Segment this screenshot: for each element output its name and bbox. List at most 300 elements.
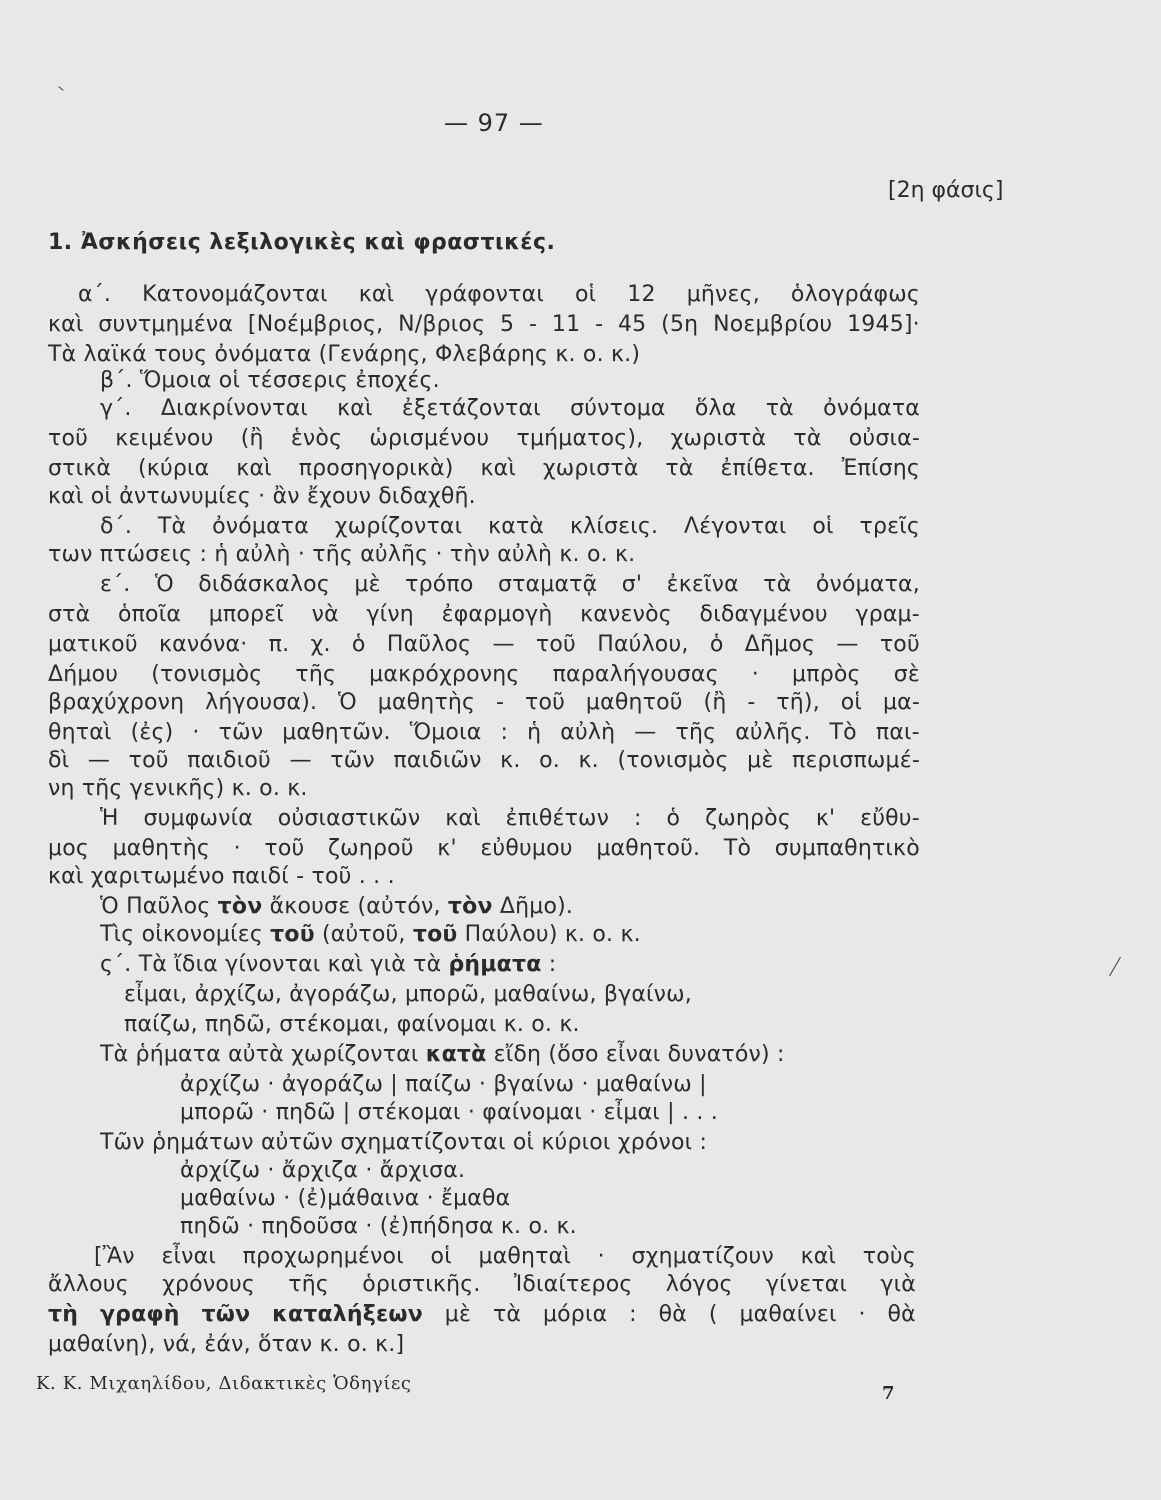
word: 5 [499,312,515,337]
text-line [100,570,920,600]
word: παραλήγουσας [552,662,719,687]
word: χαριτωμένο [90,864,225,889]
word: 45 [617,312,647,337]
word: ῥημάτων [151,1130,254,1155]
word: τρεῖς [859,514,920,539]
word: θὰ [658,1302,687,1327]
text-line [100,366,440,396]
word: | [390,1072,398,1097]
word: πτώσεις [99,542,193,567]
word: Τὶς [100,922,135,947]
word: εἶναι [161,1244,217,1269]
word: τοῦ [128,748,169,773]
word: | [342,1100,351,1125]
word: μος [48,836,89,861]
word: σύντομα [570,396,666,421]
word: τῆς [288,1272,329,1297]
word: (τονισμὸς [151,662,263,687]
word: ἀντωνυμίες [119,484,251,509]
word: τῆς [675,720,717,745]
word: θηταὶ [48,720,112,745]
scan-mark [58,86,63,91]
word: ὁριστικῆς. [362,1272,481,1297]
word: κύριοι [541,1130,611,1155]
word: καταλήξεων [272,1302,423,1327]
word: λόγος [665,1272,733,1297]
word: Λέγονται [684,514,787,539]
word: κατὰ [488,514,545,539]
word: οἱ [430,1244,452,1269]
word: των [48,542,93,567]
word: ζωηρὸς [705,806,791,831]
text-line [48,1270,916,1300]
word: αὐλὴ [497,542,553,567]
scan-mark [1109,957,1121,977]
word: ἡ [527,720,542,745]
word: κ' [815,806,836,831]
word: (ἐ)πήδησα [379,1214,494,1239]
word: ἐπίθετα. [720,456,815,481]
word: εἶμαι, [124,982,188,1007]
text-line [100,950,556,980]
word: : [629,1302,637,1327]
text-line [100,394,920,424]
text-line [100,892,573,922]
word: κ. [231,776,252,801]
word: Ὁ [154,572,174,597]
word: Τὸ [829,720,857,745]
word: οἱ [574,282,597,307]
word: [Ἂν [94,1244,135,1269]
word: ἐποχές. [355,368,440,393]
word: ἑνὸς [290,426,343,451]
word: Δῆμος [744,632,816,657]
text-line [48,540,635,570]
word: Τὰ [138,952,168,977]
word: Ἐπίσης [841,456,920,481]
word: τοῦ [412,922,458,947]
word: π. [268,632,290,657]
word: ο. [531,1012,553,1037]
word: κειμένου [115,426,214,451]
word: οἰκονομίες [141,922,263,947]
word: Νοεμβρίου [713,312,833,337]
word: γενικῆς) [129,776,225,801]
word: Παύλου) [464,922,558,947]
word: κ.] [375,1332,405,1357]
word: τῆς [295,662,337,687]
text-line [180,1070,707,1100]
word: Κατονομάζονται [142,282,328,307]
word: ὁ [666,806,681,831]
word: — [634,720,657,745]
word: παιδιῶν [393,748,482,773]
text-line [180,1212,577,1242]
word: β΄. [100,368,133,393]
word: λήγουσα). [205,690,318,715]
word: χωρίζονται [291,1042,419,1067]
text-line [48,630,920,660]
word: τὰ [665,456,694,481]
word: μαθητῶν. [282,720,391,745]
word: ματικοῦ [48,632,138,657]
word: τῆ), [776,690,820,715]
word: γ΄. [100,396,132,421]
word: οὐσια- [848,426,920,451]
word: κ. [578,748,599,773]
word: ὀνόματα [212,514,309,539]
word: οὐσιαστικῶν [277,806,421,831]
word: δ΄. [100,514,133,539]
word: οἱ [812,514,834,539]
word: μπρὸς [792,662,861,687]
text-line [180,1184,510,1214]
text-line [48,774,308,804]
word: βραχύχρονη [48,690,185,715]
word: ο. [528,1214,550,1239]
word: καὶ [445,806,481,831]
word: διδάσκαλος [198,572,330,597]
word: α΄. [78,282,112,307]
word: ο. [259,776,281,801]
word: - [528,312,538,337]
word: · [858,1302,866,1327]
word: γίνη [366,602,414,627]
word: κ' [437,836,457,861]
word: στὰ [48,602,91,627]
word: · [751,662,759,687]
word: φαίνομαι [482,1100,583,1125]
word: Παύλου, [597,632,689,657]
word: κ. [620,922,641,947]
word: · [426,1186,434,1211]
word: ο. [539,748,560,773]
text-line [48,454,920,484]
word: ὁ [709,632,724,657]
word: ἐπιθέτων [505,806,610,831]
text-line [100,920,641,950]
word: τοῦ [270,922,315,947]
word: ἐφαρμογὴ [441,602,553,627]
word: καὶ [48,312,84,337]
word: παιδιοῦ [187,748,271,773]
word: ο. [582,342,604,367]
word: ὡρισμένου [369,426,490,451]
word: τὸν [447,894,493,919]
word: τοῦ [879,632,920,657]
word: - [747,690,756,715]
text-line [124,980,692,1010]
word: . [373,864,381,889]
word: σὲ [893,662,920,687]
word: γίνεται [765,1272,848,1297]
word: τὰ [765,396,794,421]
word: ζωηροῦ [328,836,414,861]
word: κ. [556,1214,577,1239]
word: τῆς [312,542,353,567]
word: ῥήματα [135,1042,221,1067]
text-line [100,1128,707,1158]
word: μαθηταὶ [478,1244,571,1269]
word: Ἰδιαίτερος [513,1272,633,1297]
word: : [199,542,208,567]
word: στέκομαι [357,1100,461,1125]
word: ς΄. [100,952,132,977]
word: κανόνα· [159,632,248,657]
word: (αὐτόν, [357,894,441,919]
text-line [48,718,920,748]
word: εἶμαι [603,1100,660,1125]
word: (ἐ)μάθαινα [297,1186,420,1211]
word: · [467,1100,476,1125]
word: αὐτὰ [228,1042,284,1067]
word: . [387,864,395,889]
word: · [267,1158,275,1183]
word: εἶναι [605,1042,661,1067]
text-line [124,1010,580,1040]
word: καὶ [48,864,84,889]
word: βγαίνω [493,1072,575,1097]
text-line [100,804,920,834]
word: σ' [621,572,643,597]
word: νη [48,776,75,801]
word: τῆς [81,776,123,801]
word: εἴδη [493,1042,542,1067]
word: ἐξετάζονται [401,396,541,421]
word: Ὅμοια [409,720,482,745]
word: κ. [559,542,580,567]
word: μαθαίνω [180,1186,277,1211]
text-line [94,1242,916,1272]
word: Παῦλος [386,632,472,657]
word: μαθητοῦ. [596,836,701,861]
word: τοῦ [525,690,566,715]
word: · [365,1214,373,1239]
word: ὁ [351,632,366,657]
word: προσηγορικὰ) [298,456,454,481]
word: τοῦ [535,632,576,657]
text-line [48,1300,916,1330]
text-line [48,310,920,340]
text-line [48,482,476,512]
text-line [100,1040,785,1070]
text-line [48,1330,404,1360]
word: χ. [310,632,331,657]
word: Ὁ [100,894,119,919]
word: - [296,864,305,889]
word: οἱ [512,1130,535,1155]
word: - [595,312,604,337]
phase-label: [2η φάσις] [888,178,1004,203]
word: κατὰ [425,1042,487,1067]
word: αὐλῆς [360,542,429,567]
word: — [87,748,111,773]
word: τὴν [449,542,490,567]
word: τῶν [201,1302,251,1327]
word: εὔθυ- [860,806,920,831]
page-number: — 97 — [444,109,544,137]
word: Τῶν [100,1130,145,1155]
word: τέσσερις [247,368,349,393]
word: Ν/βριος [398,312,486,337]
word: ἀρχίζω [180,1158,261,1183]
word: μόρια [542,1302,608,1327]
word: . [358,864,366,889]
word: κ.) [610,342,641,367]
footer-citation: Κ. Κ. Μιχαηλίδου, Διδακτικὲς Ὁδηγίες [36,1373,412,1394]
word: μπορεῖ [208,602,284,627]
word: Τὰ [100,1042,129,1067]
word: δὶ [48,748,70,773]
word: προχωρημένοι [242,1244,404,1269]
word: Δήμου [48,662,119,687]
word: ἀρχίζω [180,1072,261,1097]
word: ο. [347,1332,368,1357]
word: · [589,1100,597,1125]
word: (αὐτοῦ, [321,922,406,947]
word: . [710,1100,718,1125]
word: περισπωμέ- [792,748,920,773]
word: · [233,836,241,861]
word: χρόνους [162,1272,256,1297]
word: μαθητοῦ [585,690,683,715]
word: | [699,1072,707,1097]
word: μαθαίνω, [493,982,597,1007]
word: καὶ [48,484,84,509]
word: — [492,632,515,657]
text-line [100,512,920,542]
word: τρόπο [405,572,474,597]
word: ἴδια [174,952,218,977]
word: σταματᾷ [497,572,598,597]
word: ἔχουν [306,484,372,509]
word: αὐλὴ [235,542,291,567]
word: — [289,748,312,773]
word: καὶ [480,456,516,481]
word: τὸν [217,894,263,919]
text-line [180,1098,718,1128]
word: τους [154,342,208,367]
word: Φλεβάρης [434,342,549,367]
word: μπορῶ, [404,982,487,1007]
word: τὰ [413,952,442,977]
word: καὶ [358,282,395,307]
word: Διακρίνονται [160,396,308,421]
word: ἀγοράζω, [289,982,398,1007]
word: μῆνες, [686,282,760,307]
word: ὀνόματα, [815,572,920,597]
word: γράφονται [425,282,544,307]
word: κλίσεις. [569,514,659,539]
word: φαίνομαι [396,1012,497,1037]
word: · [283,1186,291,1211]
word: ο. [592,922,614,947]
word: μαθητὴς [377,690,476,715]
text-line [48,424,920,454]
word: πηδῶ [180,1214,240,1239]
word: κ. [500,1214,522,1239]
word: σχηματίζονται [340,1130,506,1155]
word: : [699,1130,708,1155]
word: μακρόχρονης [369,662,520,687]
word: οἱ [90,484,113,509]
word: τὰ [492,1302,522,1327]
word: γίνονται [225,952,321,977]
word: ἄλλους [48,1272,129,1297]
word: ἔμαθα [441,1186,511,1211]
word: : [500,720,509,745]
word: τῶν [330,748,375,773]
word: καὶ [337,396,373,421]
section-heading: 1. Ἀσκήσεις λεξιλογικὲς καὶ φραστικές. [48,230,556,255]
word: ἀρχίζω, [194,982,283,1007]
word: — [836,632,859,657]
word: . [681,1100,690,1125]
word: χωριστὰ [542,456,639,481]
word: παίζω [405,1072,472,1097]
word: 11 [551,312,581,337]
word: στέκομαι, [279,1012,390,1037]
word: πηδῶ [275,1100,336,1125]
word: ὀνόματα [214,342,312,367]
word: χωριστὰ [670,426,767,451]
word: ο. [586,542,608,567]
word: : [548,952,557,977]
word: οἱ [840,690,863,715]
word: μὲ [354,572,381,597]
word: · [435,542,443,567]
word: παι- [875,720,920,745]
word: παιδί [231,864,289,889]
word: τοὺς [862,1244,916,1269]
word: παίζω, [124,1012,198,1037]
word: μαθητὴς [112,836,210,861]
word: κανενὸς [580,602,672,627]
word: γραφὴ [99,1302,180,1327]
word: καὶ [327,952,364,977]
word: (ἢ [703,690,727,715]
word: μπορῶ [180,1100,255,1125]
word: μαθαίνη), [48,1332,156,1357]
word: Τὰ [157,514,187,539]
word: γιὰ [370,952,406,977]
text-line [48,746,920,776]
sheet-number: 7 [882,1383,895,1404]
word: τοῦ [311,864,352,889]
text-line [180,1156,465,1186]
word: τὴ [48,1302,79,1327]
word: κ. [615,542,636,567]
word: ἂν [272,484,300,509]
word: - [496,690,505,715]
word: θὰ [887,1302,916,1327]
word: · [478,1072,487,1097]
word: μαθαίνω [595,1072,692,1097]
word: συμπαθητικὸ [774,836,920,861]
text-line [48,688,920,718]
word: σχηματίζουν [631,1244,774,1269]
word: νά, [162,1332,198,1357]
text-line [78,280,920,310]
word: διδαγμένου [699,602,828,627]
word: ( [708,1302,718,1327]
word: · [247,1214,255,1239]
word: οἱ [218,368,241,393]
word: λαϊκά [83,342,147,367]
word: (ἐς) [130,720,174,745]
text-line [48,660,920,690]
word: (κύρια [138,456,210,481]
